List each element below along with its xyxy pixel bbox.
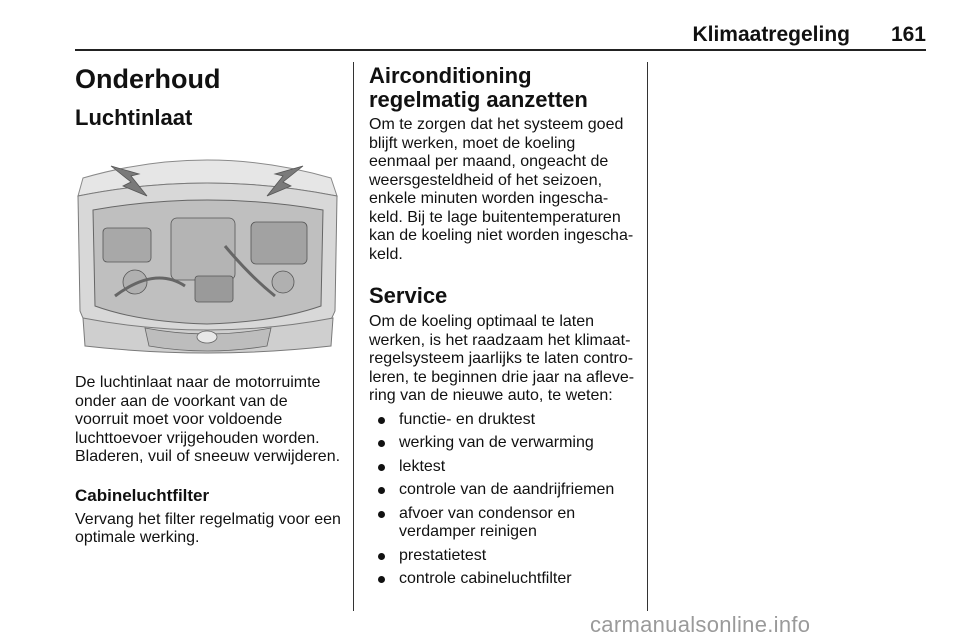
bullet-icon	[378, 487, 385, 494]
list-item	[369, 481, 637, 500]
service-paragraph: Om de koeling optimaal te laten werken, is het raadzaam het klimaat-regelsysteem jaarlijks te laten contro-leren, te beginnen drie jaar na afleve-ring van de nieuwe auto, te weten:	[369, 313, 635, 404]
list-item-text: lektest	[399, 457, 446, 475]
list-item-text: prestatietest	[399, 546, 487, 564]
subsection-title: Luchtinlaat	[75, 105, 193, 130]
list-item-text: functie- en druktest	[399, 410, 536, 428]
list-item-text: afvoer van condensor en verdamper reinigen	[399, 504, 576, 540]
ac-section-title: Airconditioning regelmatig aanzetten	[369, 63, 588, 112]
bullet-icon	[378, 440, 385, 447]
section-title: Onderhoud	[75, 64, 221, 94]
header-rule	[75, 49, 926, 51]
bullet-icon	[378, 417, 385, 424]
list-item	[369, 547, 637, 566]
bullet-icon	[378, 553, 385, 560]
cabin-filter-title: Cabineluchtfilter	[75, 485, 210, 505]
service-title: Service	[369, 283, 448, 308]
service-checklist	[369, 411, 637, 589]
cabin-filter-paragraph: Vervang het filter regelmatig voor een optimale werking.	[75, 510, 341, 546]
ac-paragraph: Om te zorgen dat het systeem goed blijft werken, moet de koeling eenmaal per maand, ongeacht de weersgesteldheid of het seizoen, enkele minuten worden ingescha-keld. Bij te lage buitentemperaturen kan de koeling niet worden ingescha-keld.	[369, 116, 634, 263]
column-divider-left	[353, 62, 354, 611]
bullet-icon	[378, 576, 385, 583]
list-item	[369, 505, 637, 542]
engine-bay-drawing	[75, 146, 340, 358]
list-item	[369, 458, 637, 477]
right-column	[369, 64, 637, 594]
list-item	[369, 434, 637, 453]
watermark: carmanualsonline.info	[590, 612, 811, 637]
running-header-title: Klimaatregeling	[692, 23, 850, 46]
list-item-text: werking van de verwarming	[399, 434, 594, 451]
bullet-icon	[378, 511, 385, 518]
column-divider-right	[647, 62, 648, 611]
bullet-icon	[378, 464, 385, 471]
page-number: 161	[890, 23, 926, 46]
list-item	[369, 570, 637, 589]
air-intake-paragraph: De luchtinlaat naar de motorruimte onder aan de voorkant van de voorruit moet voor voldoende luchttoevoer vrijgehouden worden. Bladeren, vuil of sneeuw verwijderen.	[75, 374, 341, 465]
list-item-text: controle van de aandrijfriemen	[399, 481, 615, 498]
engine-bay-illustration	[75, 146, 340, 358]
list-item-text: controle cabineluchtfilter	[399, 570, 572, 587]
list-item	[369, 411, 637, 430]
left-column	[75, 62, 345, 548]
